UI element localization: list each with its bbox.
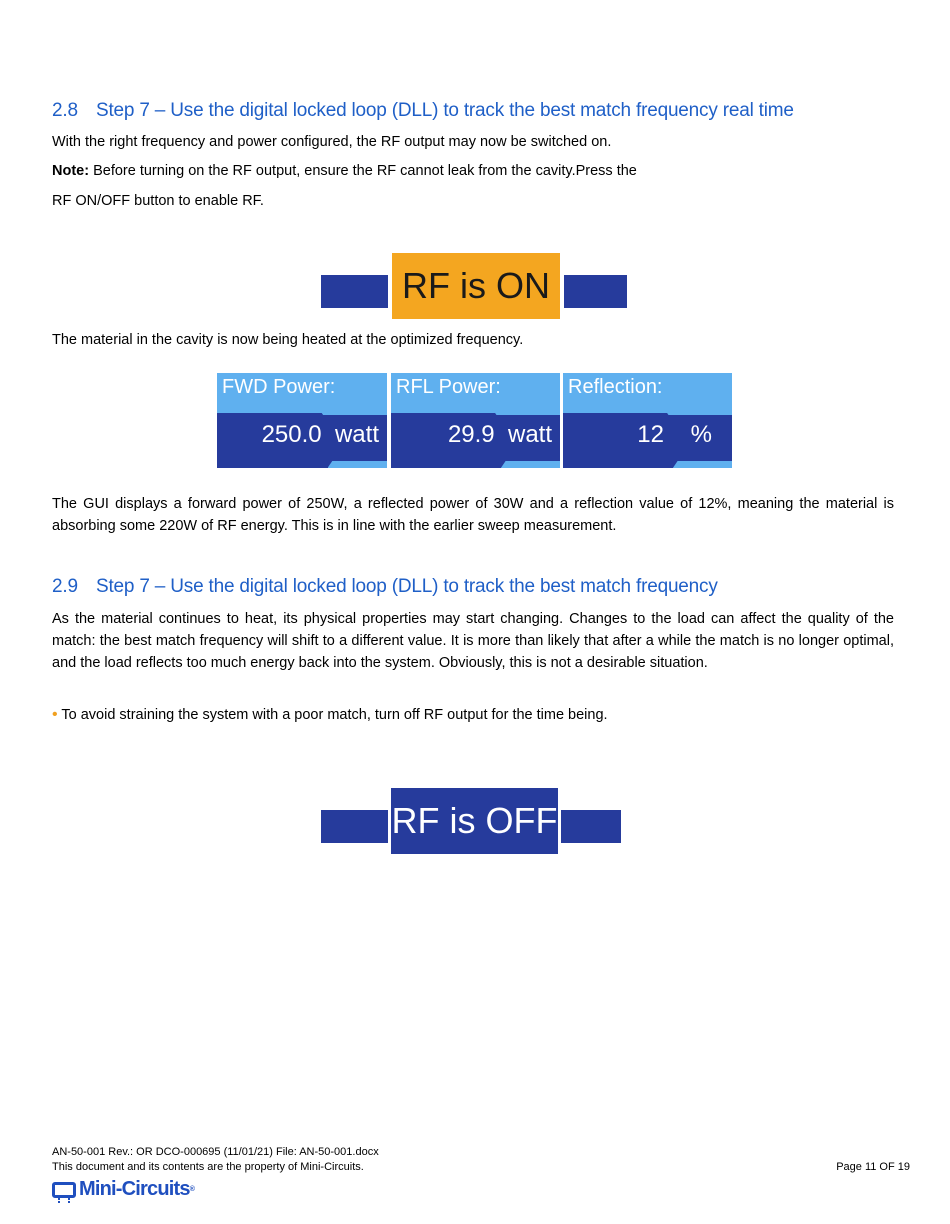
footer-page-number: Page 11 OF 19 [836, 1161, 910, 1173]
rf-on-label: RF is ON [392, 253, 560, 319]
bullet-text: To avoid straining the system with a poor match, turn off RF output for the time being. [61, 707, 608, 723]
rf-off-indicator [321, 788, 621, 856]
chip-icon [52, 1182, 76, 1198]
section-2-9-paragraph: As the material continues to heat, its physical properties may start changing. Changes to the load can affect the quality of the match: the best match frequency will shift to a different value. It is more than likely that after a while the match is no longer optimal, and the load reflects too much energy back into the system. Obviously, this is not a desirable situation. [52, 611, 894, 671]
rf-bar-left [321, 810, 388, 843]
panel-value: 29.9 watt [447, 421, 552, 448]
section-number: 2.9 [52, 576, 78, 597]
rf-on-indicator [321, 253, 627, 321]
rf-bar-right [561, 810, 621, 843]
rfl-power-panel [391, 373, 560, 468]
gui-paragraph: The GUI displays a forward power of 250W, a reflected power of 30W and a reflection value of 12%, meaning the material is absorbing some 220W of RF energy. This is in line with the earlier sweep measurement. [52, 496, 894, 534]
reflection-panel [563, 373, 732, 468]
panel-label: FWD Power: [222, 376, 336, 398]
section-2-9-heading [52, 576, 718, 598]
panel-value: 12 % [637, 421, 712, 448]
registered-mark: ® [189, 1186, 195, 1193]
panel-value: 250.0 watt [261, 421, 379, 448]
footer-property-notice: This document and its contents are the property of Mini-Circuits. [52, 1161, 364, 1173]
section-2-8-heading [52, 100, 794, 122]
note-paragraph-line2: RF ON/OFF button to enable RF. [52, 193, 264, 209]
note-label: Note: [52, 163, 90, 179]
bullet-item [52, 704, 608, 726]
paragraph: With the right frequency and power configured, the RF output may now be switched on. [52, 134, 612, 150]
footer-doc-info: AN-50-001 Rev.: OR DCO-000695 (11/01/21) File: AN-50-001.docx [52, 1146, 379, 1158]
rf-off-label: RF is OFF [391, 788, 558, 854]
heating-paragraph: The material in the cavity is now being heated at the optimized frequency. [52, 332, 524, 348]
note-paragraph [52, 160, 637, 182]
fwd-power-panel [217, 373, 387, 468]
bullet-icon: • [52, 706, 58, 723]
section-title: Step 7 – Use the digital locked loop (DLL) to track the best match frequency real time [96, 100, 794, 121]
panel-label: RFL Power: [396, 376, 501, 398]
note-text: Before turning on the RF output, ensure the RF cannot leak from the cavity.Press the [93, 163, 637, 179]
section-title: Step 7 – Use the digital locked loop (DLL) to track the best match frequency [96, 576, 718, 597]
mini-circuits-logo [52, 1178, 194, 1201]
rf-bar-right [564, 275, 627, 308]
rf-bar-left [321, 275, 388, 308]
section-number: 2.8 [52, 100, 78, 121]
logo-text: Mini-Circuits [79, 1178, 190, 1200]
panel-label: Reflection: [568, 376, 663, 398]
